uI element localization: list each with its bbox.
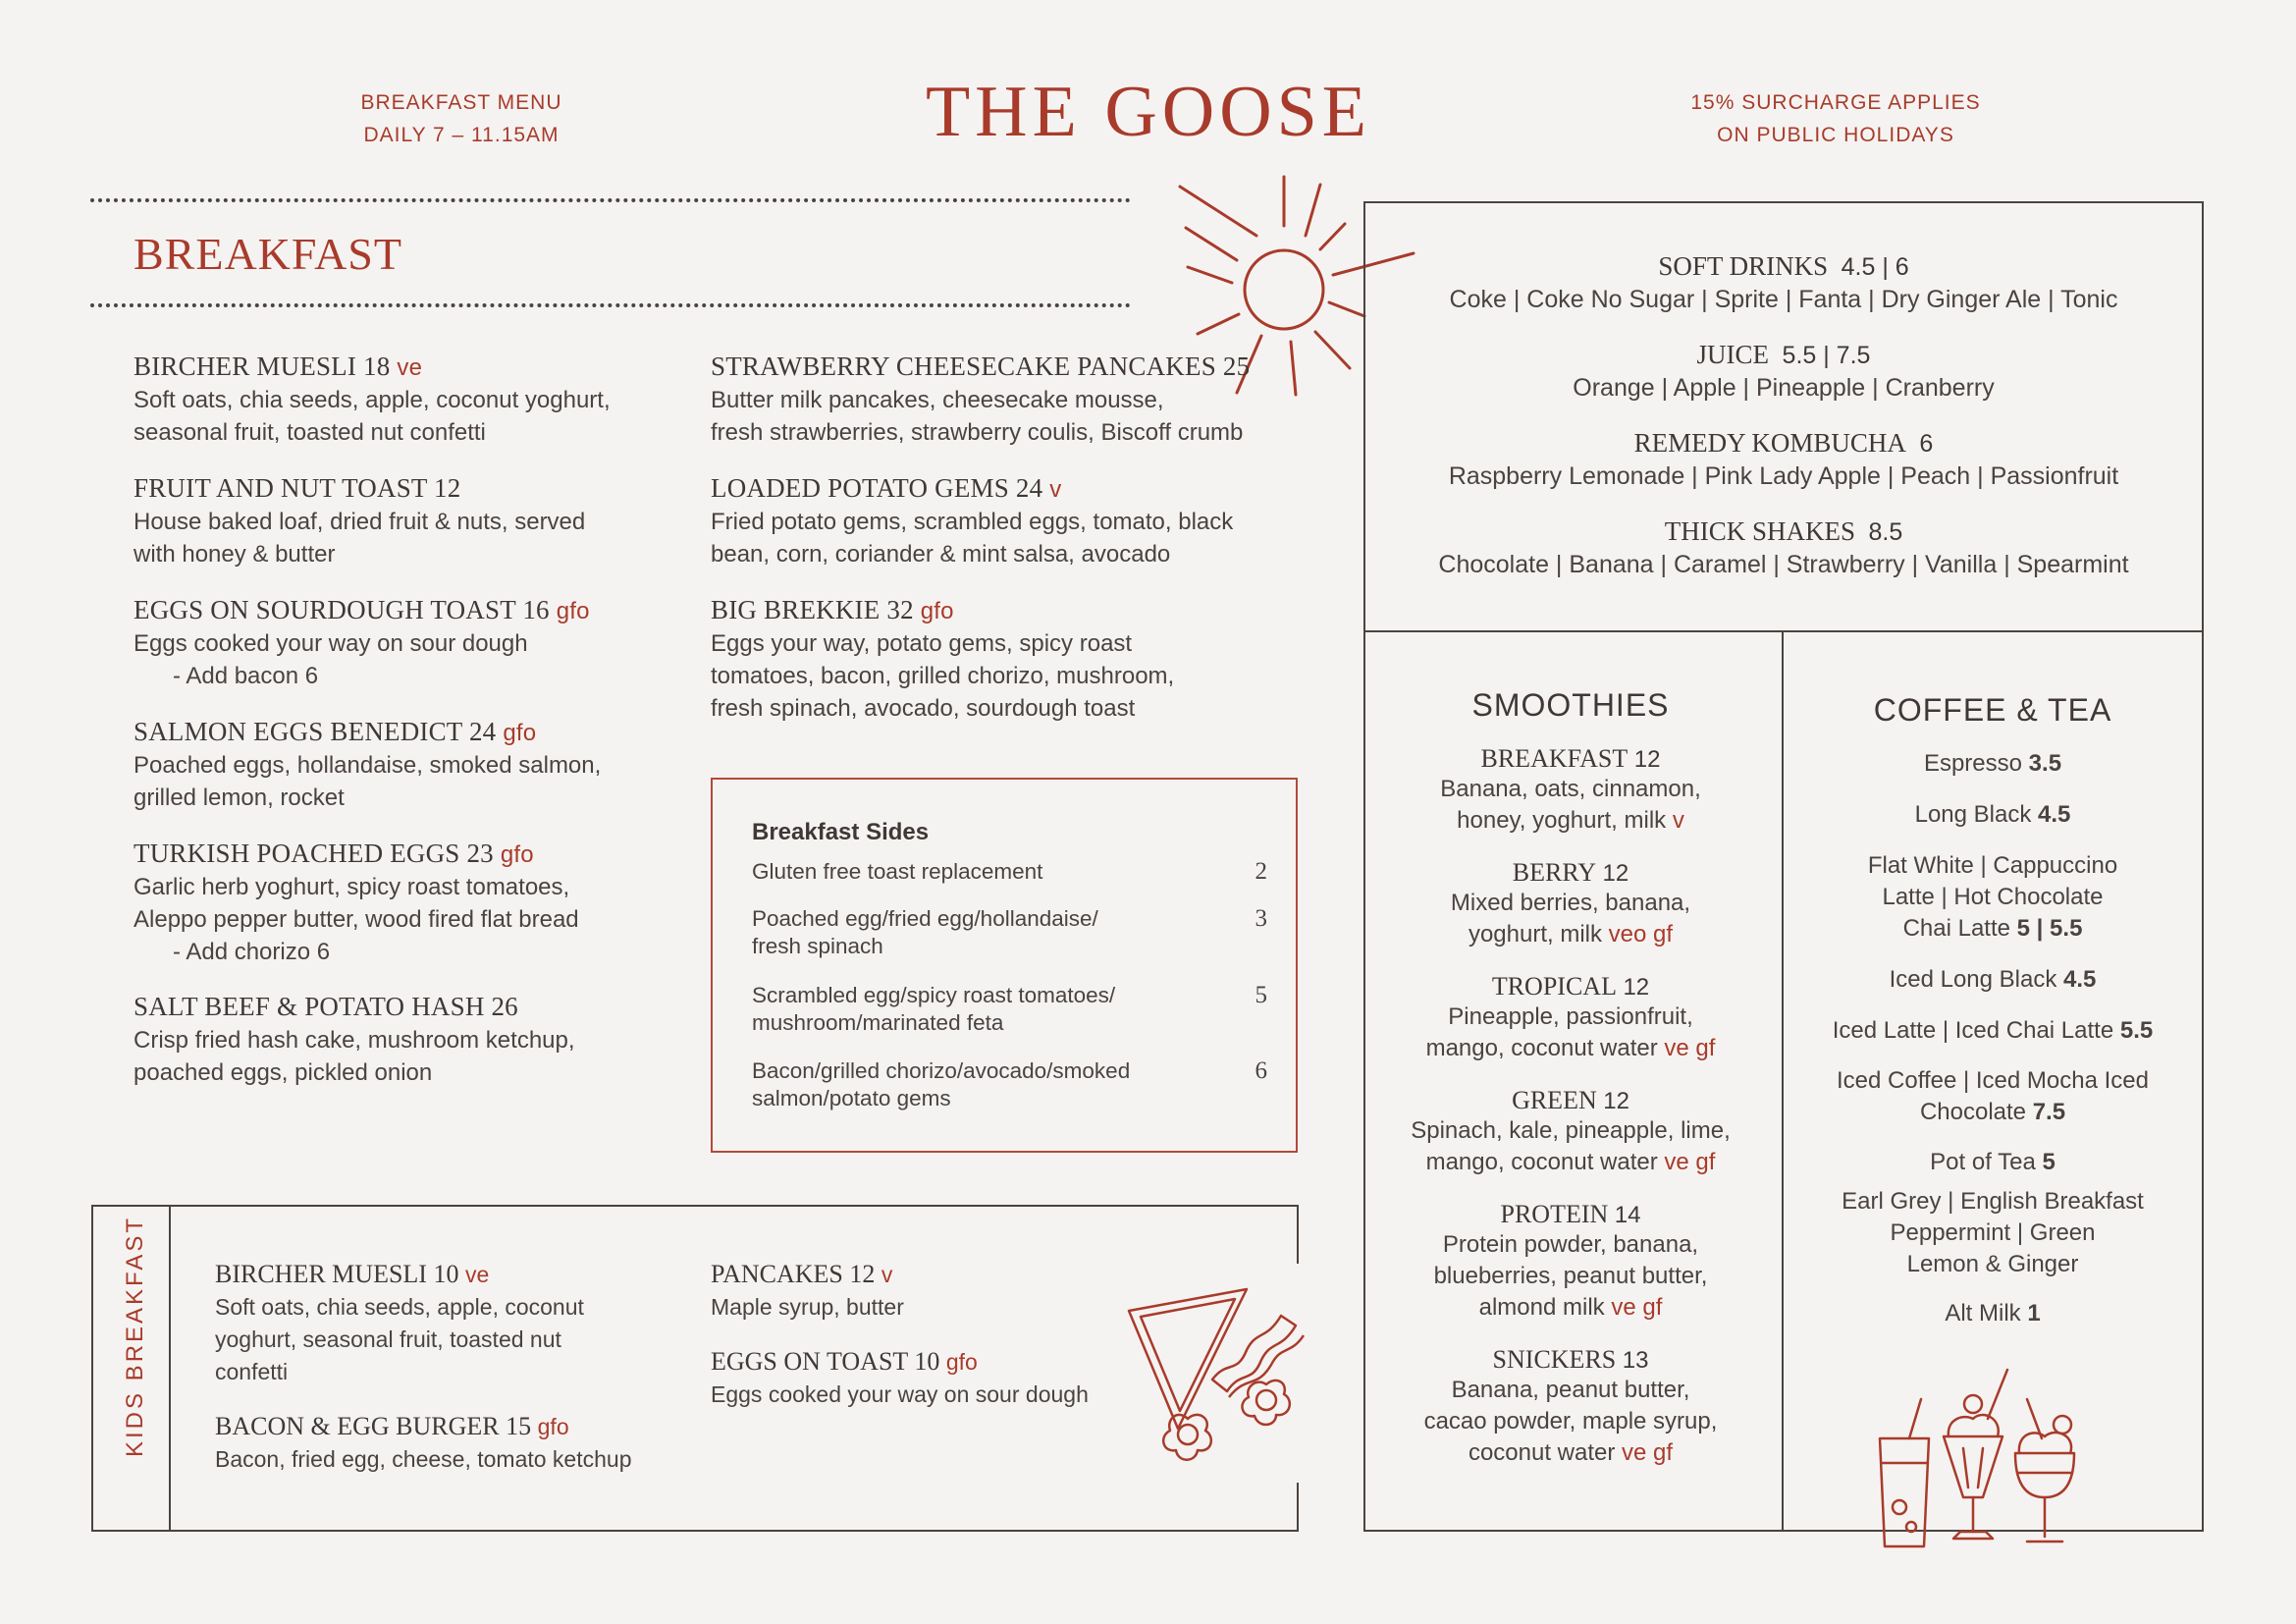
drink-group: REMEDY KOMBUCHA 6 Raspberry Lemonade | Pink Lady Apple | Peach | Passionfruit [1448,428,2119,490]
menu-item: SALMON EGGS BENEDICT 24 gfo Poached eggs, hollandaise, smoked salmon, grilled lemon, rocket [133,717,602,811]
menu-item: BIG BREKKIE 32 gfo Eggs your way, potato gems, spicy roast tomatoes, bacon, grilled chorizo, mushroom, fresh spinach, avocado, sourdough toast [711,595,1175,722]
drinks-divider-vertical [1782,630,1784,1532]
coffee-tea-title: COFFEE & TEA [1873,692,2112,728]
coffee-item: Iced Long Black 4.5 [1889,966,2097,993]
breakfast-sides-box [711,778,1298,1153]
breakfast-title: BREAKFAST [133,229,402,279]
menu-item: BIRCHER MUESLI 18 ve Soft oats, chia seeds, apple, coconut yoghurt, seasonal fruit, toasted nut confetti [133,352,611,446]
menu-item: LOADED POTATO GEMS 24 v Fried potato gems, scrambled eggs, tomato, black bean, corn, coriander & mint salsa, avocado [711,473,1234,568]
smoothie-item: PROTEIN 14 Protein powder, banana, blueberries, peanut butter, almond milk ve gf [1433,1200,1708,1321]
kids-breakfast-label: KIDS BREAKFAST [122,1215,148,1457]
kids-menu-item: BIRCHER MUESLI 10 ve Soft oats, chia seeds, apple, coconut yoghurt, seasonal fruit, toasted nut confetti [215,1260,584,1384]
smoothie-item: TROPICAL 12 Pineapple, passionfruit, mango, coconut water ve gf [1425,972,1716,1061]
drink-group: SOFT DRINKS 4.5 | 6 Coke | Coke No Sugar | Sprite | Fanta | Dry Ginger Ale | Tonic [1449,251,2118,313]
coffee-item: Iced Coffee | Iced Mocha Iced Chocolate 7.5 [1837,1067,2149,1125]
divider-bottom [90,303,1131,307]
breakfast-sides-title: Breakfast Sides [752,819,930,845]
smoothie-item: GREEN 12 Spinach, kale, pineapple, lime, mango, coconut water ve gf [1411,1086,1731,1175]
coffee-item: Pot of Tea 5 [1930,1149,2056,1175]
kids-menu-item: PANCAKES 12 v Maple syrup, butter [711,1260,904,1320]
coffee-item: Flat White | Cappuccino Latte | Hot Chocolate Chai Latte 5 | 5.5 [1867,852,2118,942]
kids-menu-item: BACON & EGG BURGER 15 gfo Bacon, fried egg, cheese, tomato ketchup [215,1412,632,1472]
coffee-item: Iced Latte | Iced Chai Latte 5.5 [1832,1017,2154,1044]
menu-item: FRUIT AND NUT TOAST 12 House baked loaf, dried fruit & nuts, served with honey & butter [133,473,586,568]
side-row: Bacon/grilled chorizo/avocado/smoked salmon/potato gems 6 [752,1057,1267,1110]
drinks-glasses-icon [1870,1360,2125,1556]
kids-box-right-border [1297,1205,1299,1264]
smoothie-item: BREAKFAST 12 Banana, oats, cinnamon, honey, yoghurt, milk v [1440,744,1701,834]
side-row: Gluten free toast replacement 2 [752,858,1267,885]
smoothie-item: BERRY 12 Mixed berries, banana, yoghurt, milk veo gf [1450,858,1691,947]
menu-item: TURKISH POACHED EGGS 23 gfo Garlic herb yoghurt, spicy roast tomatoes, Aleppo pepper butter, wood fired flat bread - Add chorizo 6 [133,839,579,965]
kids-box-right-border [1297,1483,1299,1532]
surcharge-note: 15% SURCHARGE APPLIES ON PUBLIC HOLIDAYS [1690,91,1981,146]
menu-item: STRAWBERRY CHEESECAKE PANCAKES 25 Butter milk pancakes, cheesecake mousse, fresh strawberries, strawberry coulis, Biscoff crumb [711,352,1251,446]
coffee-item: Alt Milk 1 [1945,1300,2041,1326]
menu-item: SALT BEEF & POTATO HASH 26 Crisp fried hash cake, mushroom ketchup, poached eggs, pickled onion [133,992,575,1086]
drink-group: JUICE 5.5 | 7.5 Orange | Apple | Pineapple | Cranberry [1573,340,1995,402]
toast-bacon-eggs-icon [1119,1281,1315,1473]
smoothie-item: SNICKERS 13 Banana, peanut butter, cacao powder, maple syrup, coconut water ve gf [1423,1345,1718,1466]
menu-hours-note: BREAKFAST MENU DAILY 7 – 11.15AM [360,91,562,146]
drinks-divider-horizontal [1363,630,2204,632]
drink-group: THICK SHAKES 8.5 Chocolate | Banana | Caramel | Strawberry | Vanilla | Spearmint [1438,516,2129,578]
coffee-item: Earl Grey | English Breakfast Peppermint | Green Lemon & Ginger [1842,1188,2144,1277]
side-row: Scrambled egg/spicy roast tomatoes/ mushroom/marinated feta 5 [752,982,1267,1035]
kids-menu-item: EGGS ON TOAST 10 gfo Eggs cooked your way on sour dough [711,1347,1089,1407]
kids-label-divider [169,1205,171,1532]
menu-item: EGGS ON SOURDOUGH TOAST 16 gfo Eggs cooked your way on sour dough - Add bacon 6 [133,595,590,689]
smoothies-title: SMOOTHIES [1471,687,1670,723]
restaurant-name: THE GOOSE [925,72,1372,152]
coffee-item: Espresso 3.5 [1923,750,2062,777]
coffee-item: Long Black 4.5 [1914,801,2071,828]
divider-top [90,198,1131,202]
side-row: Poached egg/fried egg/hollandaise/ fresh spinach 3 [752,905,1267,958]
